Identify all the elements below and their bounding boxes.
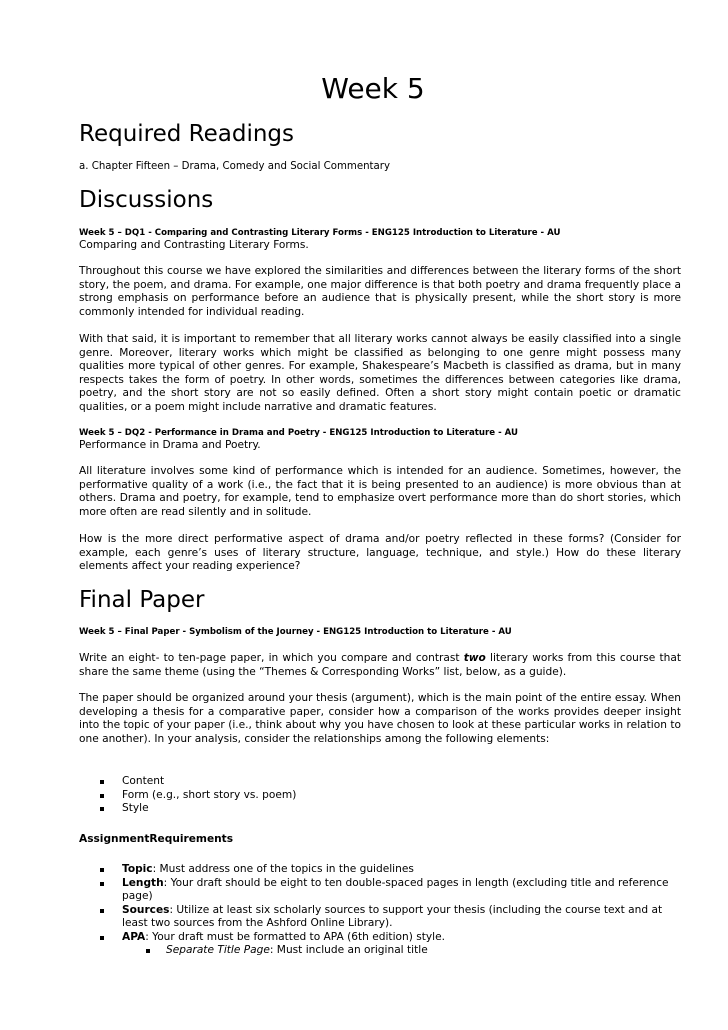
requirement-label: Sources: [122, 903, 170, 916]
bullet-icon: [100, 936, 104, 940]
page-title-text: Week 5: [321, 72, 425, 105]
final-paper-paragraph-2: The paper should be organized around your thesis (argument), which is the main point of the entire essay. When developing a thesis for a comparative paper, consider how a comparison of the works provides deeper insight into the topic of your paper (i.e., think about why you have chosen to look at these particular works in relation to one another). In your analysis, consider the relationships among the following elements:: [79, 692, 681, 745]
dq1-paragraph-2: With that said, it is important to remember that all literary works cannot always be easily classified into a single genre. Moreover, literary works which might be classified as belonging to one genre might possess many qualities more typical of other genres. For example, Shakespeare’s Macbeth is classified as drama, but in many respects takes the form of poetry. In other words, sometimes the differences between categories like drama, poetry, and the short story are not so easily defined. Often a short story might contain poetic or dramatic qualities, or a poem might include narrative and dramatic features.: [79, 333, 681, 413]
list-item-text: Content: [122, 775, 165, 787]
fp-p1-after: literary works from this course that share the same theme (using the “Themes & Corresponding Works” list, below, as a guide).: [79, 652, 681, 678]
dq1-subhead: Week 5 – DQ1 - Comparing and Contrasting Literary Forms - ENG125 Introduction to Literature - AU: [79, 228, 561, 238]
requirement-text: : Utilize at least six scholarly sources to support your thesis (including the course text and at least two sources from the Ashford Online Library).: [122, 903, 663, 929]
dq2-subhead: Week 5 – DQ2 - Performance in Drama and Poetry - ENG125 Introduction to Literature - AU: [79, 428, 519, 438]
final-paper-subhead: Week 5 – Final Paper - Symbolism of the Journey - ENG125 Introduction to Literature - AU: [79, 627, 512, 637]
fp-p1-before: Write an eight- to ten-page paper, in which you compare and contrast: [79, 652, 464, 664]
bullet-icon: [100, 909, 104, 913]
dq2-title: Performance in Drama and Poetry.: [79, 439, 261, 451]
dq2-paragraph-1: All literature involves some kind of performance which is intended for an audience. Sometimes, however, the performative quality of a work (i.e., the fact that it is being presented to an audience) is more obvious than at others. Drama and poetry, for example, tend to emphasize overt performance more than do short stories, which more often are read silently and in solitude.: [79, 465, 681, 518]
bullet-icon: [100, 882, 104, 886]
final-paper-heading: Final Paper: [79, 587, 205, 613]
requirement-label: APA: [122, 930, 146, 943]
list-item-text: Form (e.g., short story vs. poem): [122, 788, 297, 801]
list-item: [79, 904, 681, 931]
list-item: [79, 863, 681, 877]
bullet-icon: [100, 868, 104, 872]
list-item: [79, 877, 681, 904]
list-item: [79, 944, 681, 958]
sub-requirement-label: Separate Title Page: [166, 944, 270, 956]
requirement-text: : Your draft should be eight to ten double-spaced pages in length (excluding title and reference page): [122, 876, 669, 902]
elements-list: [79, 775, 681, 816]
fp-p1-emphasis: two: [463, 652, 486, 664]
bullet-icon: [100, 780, 104, 784]
bullet-icon: [146, 949, 150, 953]
requirement-label: Topic: [122, 863, 153, 875]
reading-item: a. Chapter Fifteen – Drama, Comedy and Social Commentary: [79, 161, 391, 172]
list-item: [79, 931, 681, 945]
discussions-heading: Discussions: [79, 187, 214, 213]
requirement-text: : Must address one of the topics in the guidelines: [152, 863, 414, 875]
list-item: [79, 802, 681, 816]
requirements-list: [79, 863, 681, 958]
page-title: [79, 72, 679, 105]
bullet-icon: [100, 807, 104, 811]
readings-heading: Required Readings: [79, 121, 295, 147]
list-item-text: Style: [122, 802, 149, 814]
list-item: [79, 775, 681, 789]
list-item: [79, 789, 681, 803]
dq2-paragraph-2: How is the more direct performative aspect of drama and/or poetry reflected in these forms? (Consider for example, each genre’s uses of literary structure, language, technique, and style.) How do these literary elements affect your reading experience?: [79, 533, 681, 572]
sub-requirement-text: : Must include an original title: [269, 944, 428, 956]
requirement-label: Length: [122, 876, 164, 889]
requirement-text: : Your draft must be formatted to APA (6th edition) style.: [145, 930, 445, 943]
dq1-paragraph-1: Throughout this course we have explored the similarities and differences between the literary forms of the short story, the poem, and drama. For example, one major difference is that both poetry and drama frequently place a strong emphasis on performance before an audience that is physically present, while the short story is more commonly intended for individual reading.: [79, 265, 681, 318]
bullet-icon: [100, 794, 104, 798]
dq1-title: Comparing and Contrasting Literary Forms.: [79, 239, 309, 251]
requirements-heading: AssignmentRequirements: [79, 833, 234, 845]
final-paper-paragraph-1: [79, 652, 681, 679]
